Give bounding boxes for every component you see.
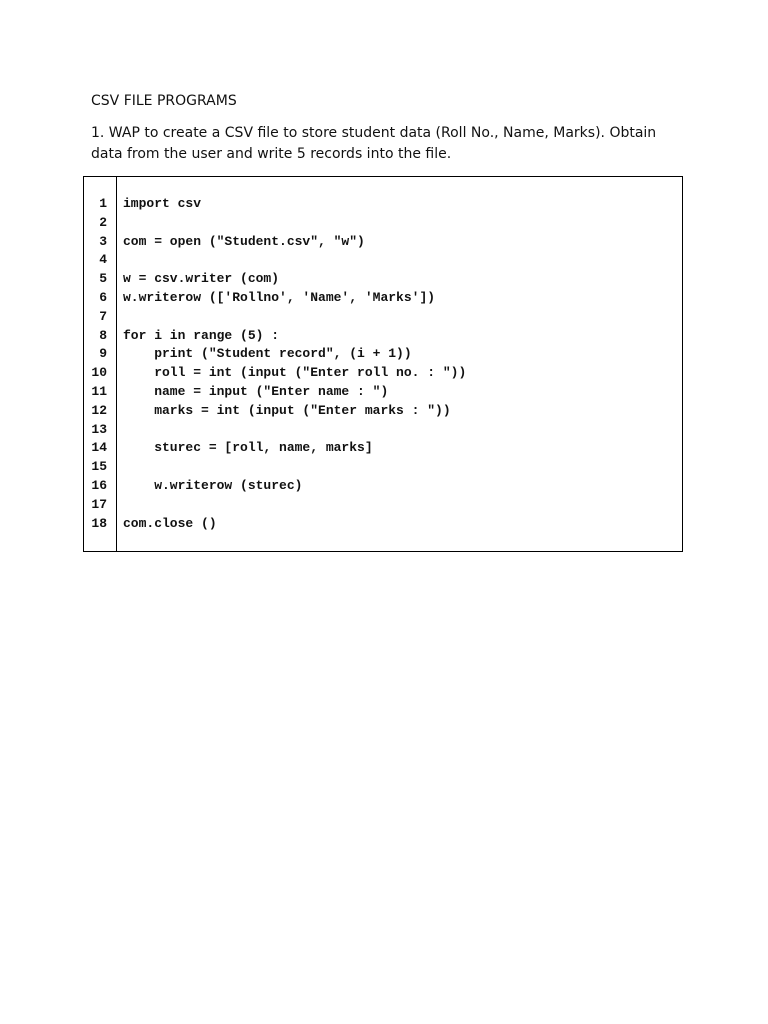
line-code: com.close () [123, 515, 217, 531]
code-line [84, 421, 682, 440]
line-number: 17 [91, 496, 107, 512]
line-code: w = csv.writer (com) [123, 271, 280, 287]
line-code: roll = int (input ("Enter roll no. : ")) [123, 365, 467, 381]
code-line [84, 345, 682, 364]
line-number: 18 [91, 515, 107, 531]
line-number: 10 [91, 365, 107, 381]
line-number: 11 [91, 383, 107, 399]
line-number: 14 [91, 440, 107, 456]
code-line [84, 233, 682, 252]
line-code: com = open ("Student.csv", "w") [123, 233, 365, 249]
line-code: import csv [123, 196, 202, 211]
line-code: w.writerow (sturec) [123, 477, 303, 493]
code-line [84, 251, 682, 270]
code-line [84, 383, 682, 402]
line-number: 7 [99, 308, 107, 324]
line-code: sturec = [roll, name, marks] [123, 440, 373, 456]
line-code: name = input ("Enter name : ") [123, 383, 389, 399]
line-number: 6 [99, 289, 107, 305]
line-code: marks = int (input ("Enter marks : ")) [123, 402, 451, 418]
line-number: 4 [99, 252, 107, 268]
code-line [84, 458, 682, 477]
code-line [84, 477, 682, 496]
page-heading: CSV FILE PROGRAMS [91, 93, 237, 109]
line-code: print ("Student record", (i + 1)) [123, 346, 412, 362]
line-number: 8 [99, 327, 107, 343]
line-number: 13 [91, 421, 107, 437]
code-line [84, 327, 682, 346]
code-line [84, 195, 682, 214]
line-number: 12 [91, 402, 107, 418]
line-number: 16 [91, 477, 107, 493]
code-line [84, 214, 682, 233]
code-line [84, 308, 682, 327]
code-line [84, 439, 682, 458]
line-code: for i in range (5) : [123, 327, 280, 343]
code-lines [84, 195, 682, 533]
code-listing [83, 176, 683, 552]
line-number: 2 [99, 214, 107, 230]
line-number: 5 [99, 271, 107, 287]
line-number: 3 [99, 233, 107, 249]
question-text: 1. WAP to create a CSV file to store student data (Roll No., Name, Marks). Obtain data from the user and write 5 records into the file. [91, 125, 657, 162]
code-line [84, 402, 682, 421]
code-line [84, 289, 682, 308]
code-line [84, 270, 682, 289]
code-line [84, 496, 682, 515]
line-number: 15 [91, 459, 107, 475]
line-number: 1 [99, 196, 107, 211]
code-line [84, 515, 682, 534]
code-line [84, 364, 682, 383]
line-number: 9 [99, 346, 107, 362]
line-code: w.writerow (['Rollno', 'Name', 'Marks']) [123, 289, 436, 305]
